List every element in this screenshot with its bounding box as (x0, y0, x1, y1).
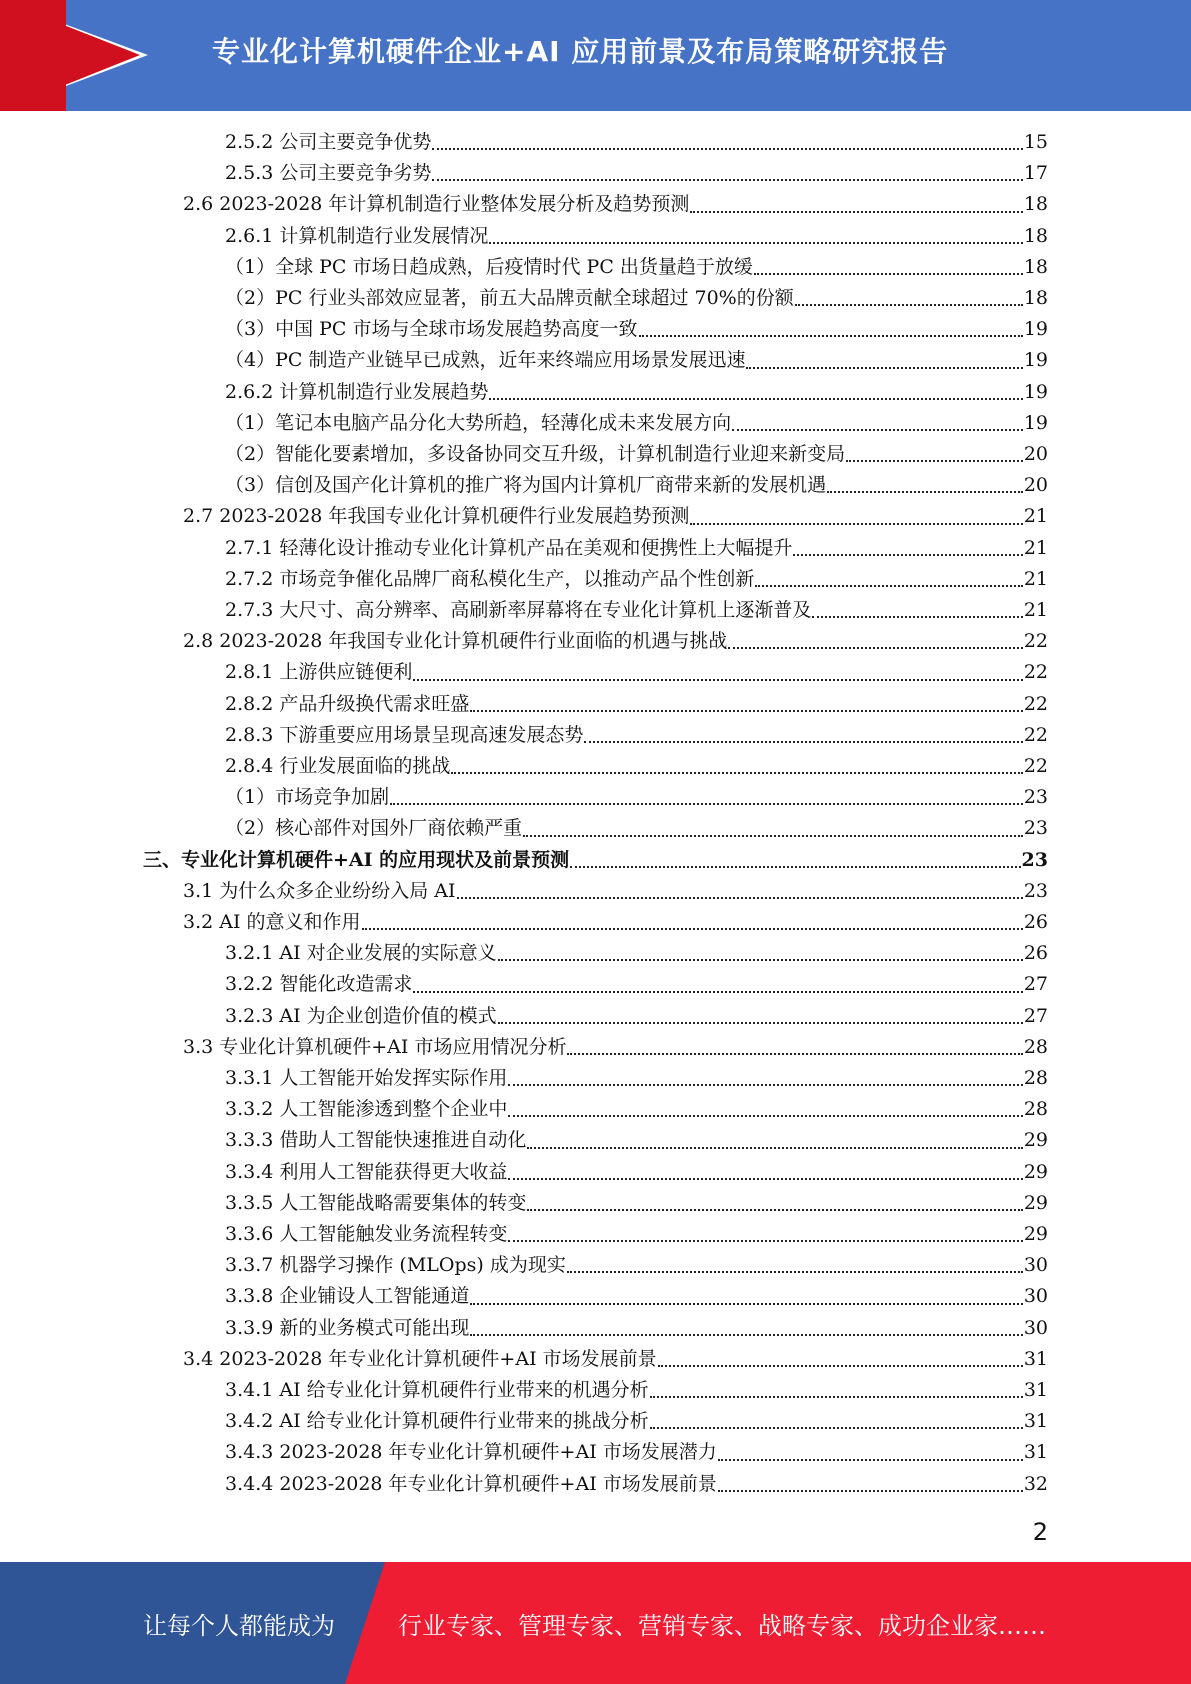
toc-entry-title: 2.6 2023-2028 年计算机制造行业整体发展分析及趋势预测 (183, 193, 690, 216)
toc-entry-page: 19 (1023, 349, 1048, 372)
toc-entry[interactable] (225, 657, 1048, 688)
toc-entry-title: 2.5.3 公司主要竞争劣势 (225, 162, 432, 185)
toc-dot-leader (795, 304, 1023, 306)
toc-entry-title: 3.4.1 AI 给专业化计算机硬件行业带来的机遇分析 (225, 1379, 649, 1401)
toc-entry[interactable] (225, 1188, 1048, 1219)
toc-entry-page: 15 (1023, 131, 1048, 153)
toc-entry-title: 3.3.2 人工智能渗透到整个企业中 (225, 1098, 508, 1121)
toc-entry-page: 31 (1023, 1441, 1048, 1464)
toc-entry-title: （3）中国 PC 市场与全球市场发展趋势高度一致 (225, 318, 638, 341)
toc-entry-title: 3.3.3 借助人工智能快速推进自动化 (225, 1129, 527, 1152)
toc-entry-page: 31 (1023, 1410, 1048, 1433)
toc-entry-page: 29 (1023, 1223, 1048, 1245)
toc-entry-page: 21 (1023, 505, 1048, 528)
toc-entry[interactable] (225, 595, 1048, 626)
toc-dot-leader (690, 523, 1022, 525)
toc-entry-title: 3.3 专业化计算机硬件+AI 市场应用情况分析 (183, 1035, 567, 1058)
toc-dot-leader (489, 398, 1022, 400)
toc-entry[interactable] (143, 845, 1048, 876)
toc-entry-title: 3.4.3 2023-2028 年专业化计算机硬件+AI 市场发展潜力 (225, 1441, 717, 1464)
toc-entry[interactable] (225, 1219, 1048, 1250)
toc-entry[interactable] (225, 1157, 1048, 1188)
toc-entry-title: 3.2.1 AI 对企业发展的实际意义 (225, 942, 497, 965)
toc-entry-title: 3.4 2023-2028 年专业化计算机硬件+AI 市场发展前景 (183, 1347, 657, 1370)
toc-entry[interactable] (225, 158, 1048, 189)
toc-entry[interactable] (225, 1094, 1048, 1125)
toc-dot-leader (527, 1147, 1022, 1149)
page-header (0, 0, 1191, 111)
toc-dot-leader (390, 803, 1023, 805)
toc-entry[interactable] (225, 1001, 1048, 1032)
toc-dot-leader (413, 679, 1022, 681)
toc-entry[interactable] (225, 127, 1048, 158)
toc-dot-leader (508, 1178, 1022, 1180)
toc-entry-page: 30 (1023, 1316, 1048, 1339)
toc-entry[interactable] (225, 283, 1048, 314)
toc-entry-page: 26 (1023, 911, 1048, 933)
toc-entry[interactable] (183, 907, 1048, 938)
toc-entry-title: 3.3.6 人工智能触发业务流程转变 (225, 1223, 508, 1245)
toc-dot-leader (718, 1459, 1023, 1461)
toc-entry-page: 27 (1023, 973, 1048, 996)
toc-entry[interactable] (225, 938, 1048, 969)
toc-entry[interactable] (183, 876, 1048, 907)
toc-entry-page: 31 (1023, 1347, 1048, 1370)
toc-dot-leader (470, 1303, 1022, 1305)
toc-entry-title: 2.7.1 轻薄化设计推动专业化计算机产品在美观和便携性上大幅提升 (225, 536, 793, 559)
toc-entry-title: 三、专业化计算机硬件+AI 的应用现状及前景预测 (143, 848, 570, 871)
toc-entry-page: 21 (1023, 599, 1048, 621)
toc-entry[interactable] (225, 1469, 1048, 1500)
toc-entry[interactable] (225, 1063, 1048, 1094)
toc-entry-title: 3.3.5 人工智能战略需要集体的转变 (225, 1191, 527, 1214)
toc-entry-title: 2.8.2 产品升级换代需求旺盛 (225, 692, 470, 715)
toc-entry-page: 20 (1023, 474, 1048, 497)
toc-entry-page: 30 (1023, 1254, 1048, 1277)
toc-dot-leader (527, 1209, 1022, 1211)
toc-dot-leader (498, 959, 1023, 961)
toc-dot-leader (508, 1084, 1022, 1086)
toc-entry-page: 31 (1023, 1379, 1048, 1401)
toc-entry[interactable] (225, 751, 1048, 782)
toc-entry-page: 29 (1023, 1191, 1048, 1214)
toc-entry-title: （1）市场竞争加剧 (225, 786, 390, 809)
toc-entry-title: （1）全球 PC 市场日趋成熟，后疫情时代 PC 出货量趋于放缓 (225, 255, 753, 278)
toc-entry-page: 22 (1023, 630, 1048, 653)
toc-entry-page: 18 (1023, 224, 1048, 247)
toc-entry[interactable] (225, 813, 1048, 844)
toc-entry[interactable] (225, 408, 1048, 439)
toc-entry-page: 22 (1023, 723, 1048, 746)
toc-entry-title: 2.5.2 公司主要竞争优势 (225, 131, 432, 153)
toc-entry-page: 23 (1023, 786, 1048, 809)
toc-entry[interactable] (225, 377, 1048, 408)
toc-dot-leader (432, 148, 1022, 150)
toc-entry-title: 2.8.4 行业发展面临的挑战 (225, 755, 451, 777)
toc-entry-title: 3.2.2 智能化改造需求 (225, 973, 413, 996)
toc-entry[interactable] (225, 221, 1048, 252)
toc-entry[interactable] (225, 345, 1048, 376)
toc-dot-leader (793, 554, 1022, 556)
toc-entry-title: 3.3.9 新的业务模式可能出现 (225, 1316, 470, 1339)
toc-entry[interactable] (225, 1375, 1048, 1406)
toc-entry[interactable] (183, 1344, 1048, 1375)
toc-entry-page: 28 (1023, 1067, 1048, 1089)
toc-entry-title: 2.8.3 下游重要应用场景呈现高速发展态势 (225, 723, 584, 746)
toc-entry-page: 17 (1023, 162, 1048, 185)
toc-entry[interactable] (183, 189, 1048, 220)
toc-dot-leader (746, 367, 1022, 369)
toc-entry-page: 22 (1023, 755, 1048, 777)
toc-dot-leader (508, 1240, 1022, 1242)
toc-dot-leader (432, 179, 1022, 181)
toc-dot-leader (812, 616, 1022, 618)
toc-dot-leader (650, 1396, 1023, 1398)
toc-entry-page: 21 (1023, 536, 1048, 559)
toc-dot-leader (508, 1115, 1022, 1117)
footer-slogan-right: 行业专家、管理专家、营销专家、战略专家、成功企业家…… (398, 1612, 1046, 1640)
toc-entry[interactable] (225, 969, 1048, 1000)
toc-entry-page: 19 (1023, 411, 1048, 434)
toc-dot-leader (570, 866, 1020, 868)
toc-entry[interactable] (225, 782, 1048, 813)
toc-entry[interactable] (225, 439, 1048, 470)
toc-dot-leader (732, 429, 1023, 431)
toc-dot-leader (567, 1053, 1022, 1055)
toc-entry[interactable] (225, 1250, 1048, 1281)
toc-entry-title: 2.8.1 上游供应链便利 (225, 661, 413, 684)
toc-dot-leader (498, 1022, 1023, 1024)
toc-entry-page: 19 (1023, 380, 1048, 403)
report-title: 专业化计算机硬件企业+AI 应用前景及布局策略研究报告 (212, 35, 949, 68)
toc-dot-leader (728, 647, 1022, 649)
toc-entry-title: （3）信创及国产化计算机的推广将为国内计算机厂商带来新的发展机遇 (225, 474, 827, 497)
toc-entry-title: 3.3.4 利用人工智能获得更大收益 (225, 1160, 508, 1183)
toc-dot-leader (846, 460, 1023, 462)
toc-entry-title: （2）PC 行业头部效应显著，前五大品牌贡献全球超过 70%的份额 (225, 287, 794, 309)
toc-entry-page: 32 (1023, 1472, 1048, 1495)
toc-entry[interactable] (225, 720, 1048, 751)
toc-entry-title: 3.2 AI 的意义和作用 (183, 911, 361, 933)
toc-dot-leader (639, 335, 1023, 337)
toc-entry-title: 2.8 2023-2028 年我国专业化计算机硬件行业面临的机遇与挑战 (183, 630, 728, 653)
page-footer (0, 1562, 1191, 1684)
toc-dot-leader (362, 928, 1023, 930)
toc-entry-title: 3.1 为什么众多企业纷纷入局 AI (183, 879, 456, 902)
toc-entry-page: 18 (1023, 193, 1048, 216)
toc-entry-page: 18 (1023, 255, 1048, 278)
toc-dot-leader (755, 585, 1022, 587)
toc-dot-leader (413, 991, 1022, 993)
toc-entry-page: 26 (1023, 942, 1048, 965)
toc-entry-page: 29 (1023, 1160, 1048, 1183)
toc-entry-page: 22 (1023, 661, 1048, 684)
toc-entry-title: 3.2.3 AI 为企业创造价值的模式 (225, 1004, 497, 1027)
page-number: 2 (1032, 1518, 1048, 1546)
toc-entry[interactable] (225, 533, 1048, 564)
toc-dot-leader (718, 1490, 1023, 1492)
toc-entry-page: 19 (1023, 318, 1048, 341)
toc-entry-page: 22 (1023, 692, 1048, 715)
toc-entry-page: 30 (1023, 1285, 1048, 1308)
toc-entry-page: 18 (1023, 287, 1048, 309)
toc-entry[interactable] (225, 689, 1048, 720)
toc-entry-title: 2.7.3 大尺寸、高分辨率、高刷新率屏幕将在专业化计算机上逐渐普及 (225, 599, 812, 621)
toc-entry-title: 2.7.2 市场竞争催化品牌厂商私模化生产，以推动产品个性创新 (225, 567, 755, 590)
toc-entry-title: （1）笔记本电脑产品分化大势所趋，轻薄化成未来发展方向 (225, 411, 732, 434)
toc-entry[interactable] (225, 470, 1048, 501)
toc-entry[interactable] (225, 1125, 1048, 1156)
toc-entry[interactable] (225, 1406, 1048, 1437)
toc-dot-leader (457, 897, 1023, 899)
toc-entry-title: 3.3.8 企业铺设人工智能通道 (225, 1285, 470, 1308)
toc-entry[interactable] (225, 1281, 1048, 1312)
toc-entry-title: 3.4.4 2023-2028 年专业化计算机硬件+AI 市场发展前景 (225, 1472, 717, 1495)
toc-entry-page: 29 (1023, 1129, 1048, 1152)
toc-dot-leader (523, 835, 1023, 837)
toc-entry-title: 2.6.2 计算机制造行业发展趋势 (225, 380, 489, 403)
toc-entry-title: （2）智能化要素增加，多设备协同交互升级，计算机制造行业迎来新变局 (225, 443, 846, 465)
toc-entry-page: 23 (1023, 817, 1048, 840)
toc-entry-title: 3.3.7 机器学习操作 (MLOps) 成为现实 (225, 1254, 566, 1277)
toc-entry-title: 2.6.1 计算机制造行业发展情况 (225, 224, 489, 247)
toc-entry-page: 28 (1023, 1098, 1048, 1121)
footer-slogan-left: 让每个人都能成为 (143, 1612, 335, 1640)
header-red-arrow (0, 0, 140, 111)
toc-dot-leader (451, 772, 1022, 774)
toc-dot-leader (470, 1334, 1022, 1336)
toc-entry-page: 28 (1023, 1035, 1048, 1058)
toc-dot-leader (827, 491, 1023, 493)
toc-entry[interactable] (183, 626, 1048, 657)
toc-entry-page: 23 (1021, 848, 1048, 871)
toc-entry-title: （4）PC 制造产业链早已成熟，近年来终端应用场景发展迅速 (225, 349, 746, 372)
toc-dot-leader (584, 741, 1022, 743)
toc-dot-leader (690, 211, 1022, 213)
toc-dot-leader (658, 1365, 1023, 1367)
toc-entry-page: 21 (1023, 567, 1048, 590)
toc-dot-leader (754, 273, 1023, 275)
toc-entry-title: 3.4.2 AI 给专业化计算机硬件行业带来的挑战分析 (225, 1410, 649, 1433)
toc-dot-leader (567, 1271, 1023, 1273)
toc-entry[interactable] (225, 1437, 1048, 1468)
toc-dot-leader (470, 710, 1022, 712)
toc-dot-leader (650, 1427, 1023, 1429)
toc-entry-page: 20 (1023, 443, 1048, 465)
toc-entry[interactable] (183, 1032, 1048, 1063)
toc-entry-page: 27 (1023, 1004, 1048, 1027)
toc-entry-title: 3.3.1 人工智能开始发挥实际作用 (225, 1067, 508, 1089)
toc-entry-title: 2.7 2023-2028 年我国专业化计算机硬件行业发展趋势预测 (183, 505, 690, 528)
toc-entry[interactable] (225, 1313, 1048, 1344)
toc-entry-title: （2）核心部件对国外厂商依赖严重 (225, 817, 523, 840)
toc-dot-leader (489, 242, 1022, 244)
footer-blue-slope (345, 1562, 385, 1684)
toc-entry-page: 23 (1023, 879, 1048, 902)
toc-entry[interactable] (225, 252, 1048, 283)
toc-entry[interactable] (225, 314, 1048, 345)
toc-entry[interactable] (225, 564, 1048, 595)
toc-entry[interactable] (183, 501, 1048, 532)
